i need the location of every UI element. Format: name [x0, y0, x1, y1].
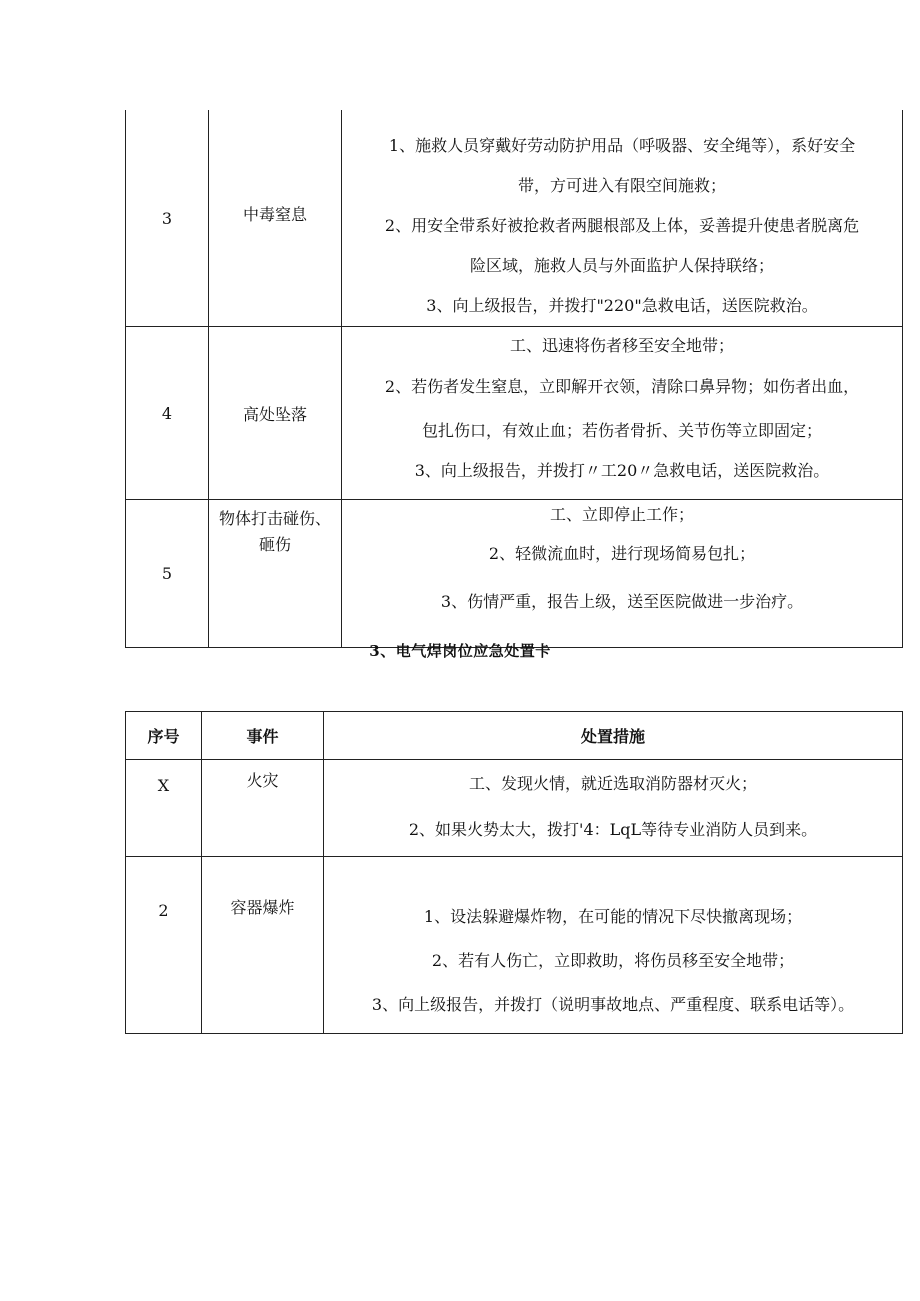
- event-cell: [209, 500, 342, 648]
- event-cell: [209, 327, 342, 500]
- row-number: 5: [126, 500, 209, 648]
- measure-line: 3、向上级报告，并拨打〃工20〃急救电话，送医院救治。: [414, 461, 830, 480]
- table-row: [126, 327, 903, 500]
- row-number: 3: [126, 110, 209, 327]
- table-row: [126, 500, 903, 648]
- measures-cell: [342, 327, 903, 500]
- table-header-row: [126, 712, 903, 760]
- event-cell: [202, 857, 324, 1034]
- measure-line: 2、若伤者发生窒息，立即解开衣领，清除口鼻异物；如伤者出血，: [384, 377, 860, 396]
- event-name: 高处坠落: [242, 404, 307, 424]
- section-title: 3、电气焊岗位应急处置卡: [369, 642, 551, 660]
- header-measures: 处置措施: [324, 712, 903, 760]
- header-number: 序号: [126, 712, 202, 760]
- event-cell: [202, 760, 324, 857]
- measures-cell: [342, 500, 903, 648]
- table-row: [126, 760, 903, 857]
- row-number-text: 2: [158, 901, 169, 920]
- measure-line: 2、若有人伤亡，立即救助，将伤员移至安全地带；: [431, 951, 795, 970]
- measures-cell: [324, 760, 903, 857]
- header-event: 事件: [202, 712, 324, 760]
- row-number-text: X: [157, 776, 170, 795]
- event-name: 砸伤: [258, 535, 291, 554]
- row-number: 4: [126, 327, 209, 500]
- event-name: 物体打击碰伤、: [218, 509, 331, 528]
- row-number: [126, 857, 202, 1034]
- measure-line: 1、设法躲避爆炸物，在可能的情况下尽快撤离现场；: [423, 907, 803, 926]
- measures-cell: [324, 857, 903, 1034]
- measure-line: 带，方可进入有限空间施救；: [517, 176, 726, 195]
- measure-line: 3、伤情严重，报告上级，送至医院做进一步治疗。: [440, 592, 804, 611]
- measure-line: 包扎伤口，有效止血；若伤者骨折、关节伤等立即固定；: [421, 421, 822, 440]
- measure-line: 工、立即停止工作；: [549, 505, 694, 524]
- event-name: 火灾: [246, 771, 279, 790]
- event-name: 容器爆炸: [230, 898, 295, 917]
- measure-line: 2、如果火势太大，拨打'4：LqL等待专业消防人员到来。: [408, 820, 818, 839]
- measure-line: 2、轻微流血时，进行现场简易包扎；: [488, 544, 756, 563]
- measure-line: 3、向上级报告，并拨打"220"急救电话，送医院救治。: [426, 296, 818, 315]
- measure-line: 2、用安全带系好被抢救者两腿根部及上体，妥善提升使患者脱离危: [384, 216, 860, 235]
- welding-emergency-table: [125, 711, 903, 1034]
- row-number: [126, 760, 202, 857]
- table-row: [126, 857, 903, 1034]
- event-name: 中毒窒息: [242, 205, 307, 224]
- measure-line: 工、迅速将伤者移至安全地带；: [509, 336, 734, 355]
- measure-line: 1、施救人员穿戴好劳动防护用品（呼吸器、安全绳等），系好安全: [388, 136, 856, 155]
- emergency-table-continued: [125, 110, 903, 648]
- measure-line: 3、向上级报告，并拨打（说明事故地点、严重程度、联系电话等）。: [371, 995, 855, 1014]
- measure-line: 工、发现火情，就近选取消防器材灭火；: [468, 774, 757, 793]
- table-row: [126, 110, 903, 327]
- measure-line: 险区域，施救人员与外面监护人保持联络；: [469, 256, 774, 275]
- event-cell: [209, 110, 342, 327]
- measures-cell: [342, 110, 903, 327]
